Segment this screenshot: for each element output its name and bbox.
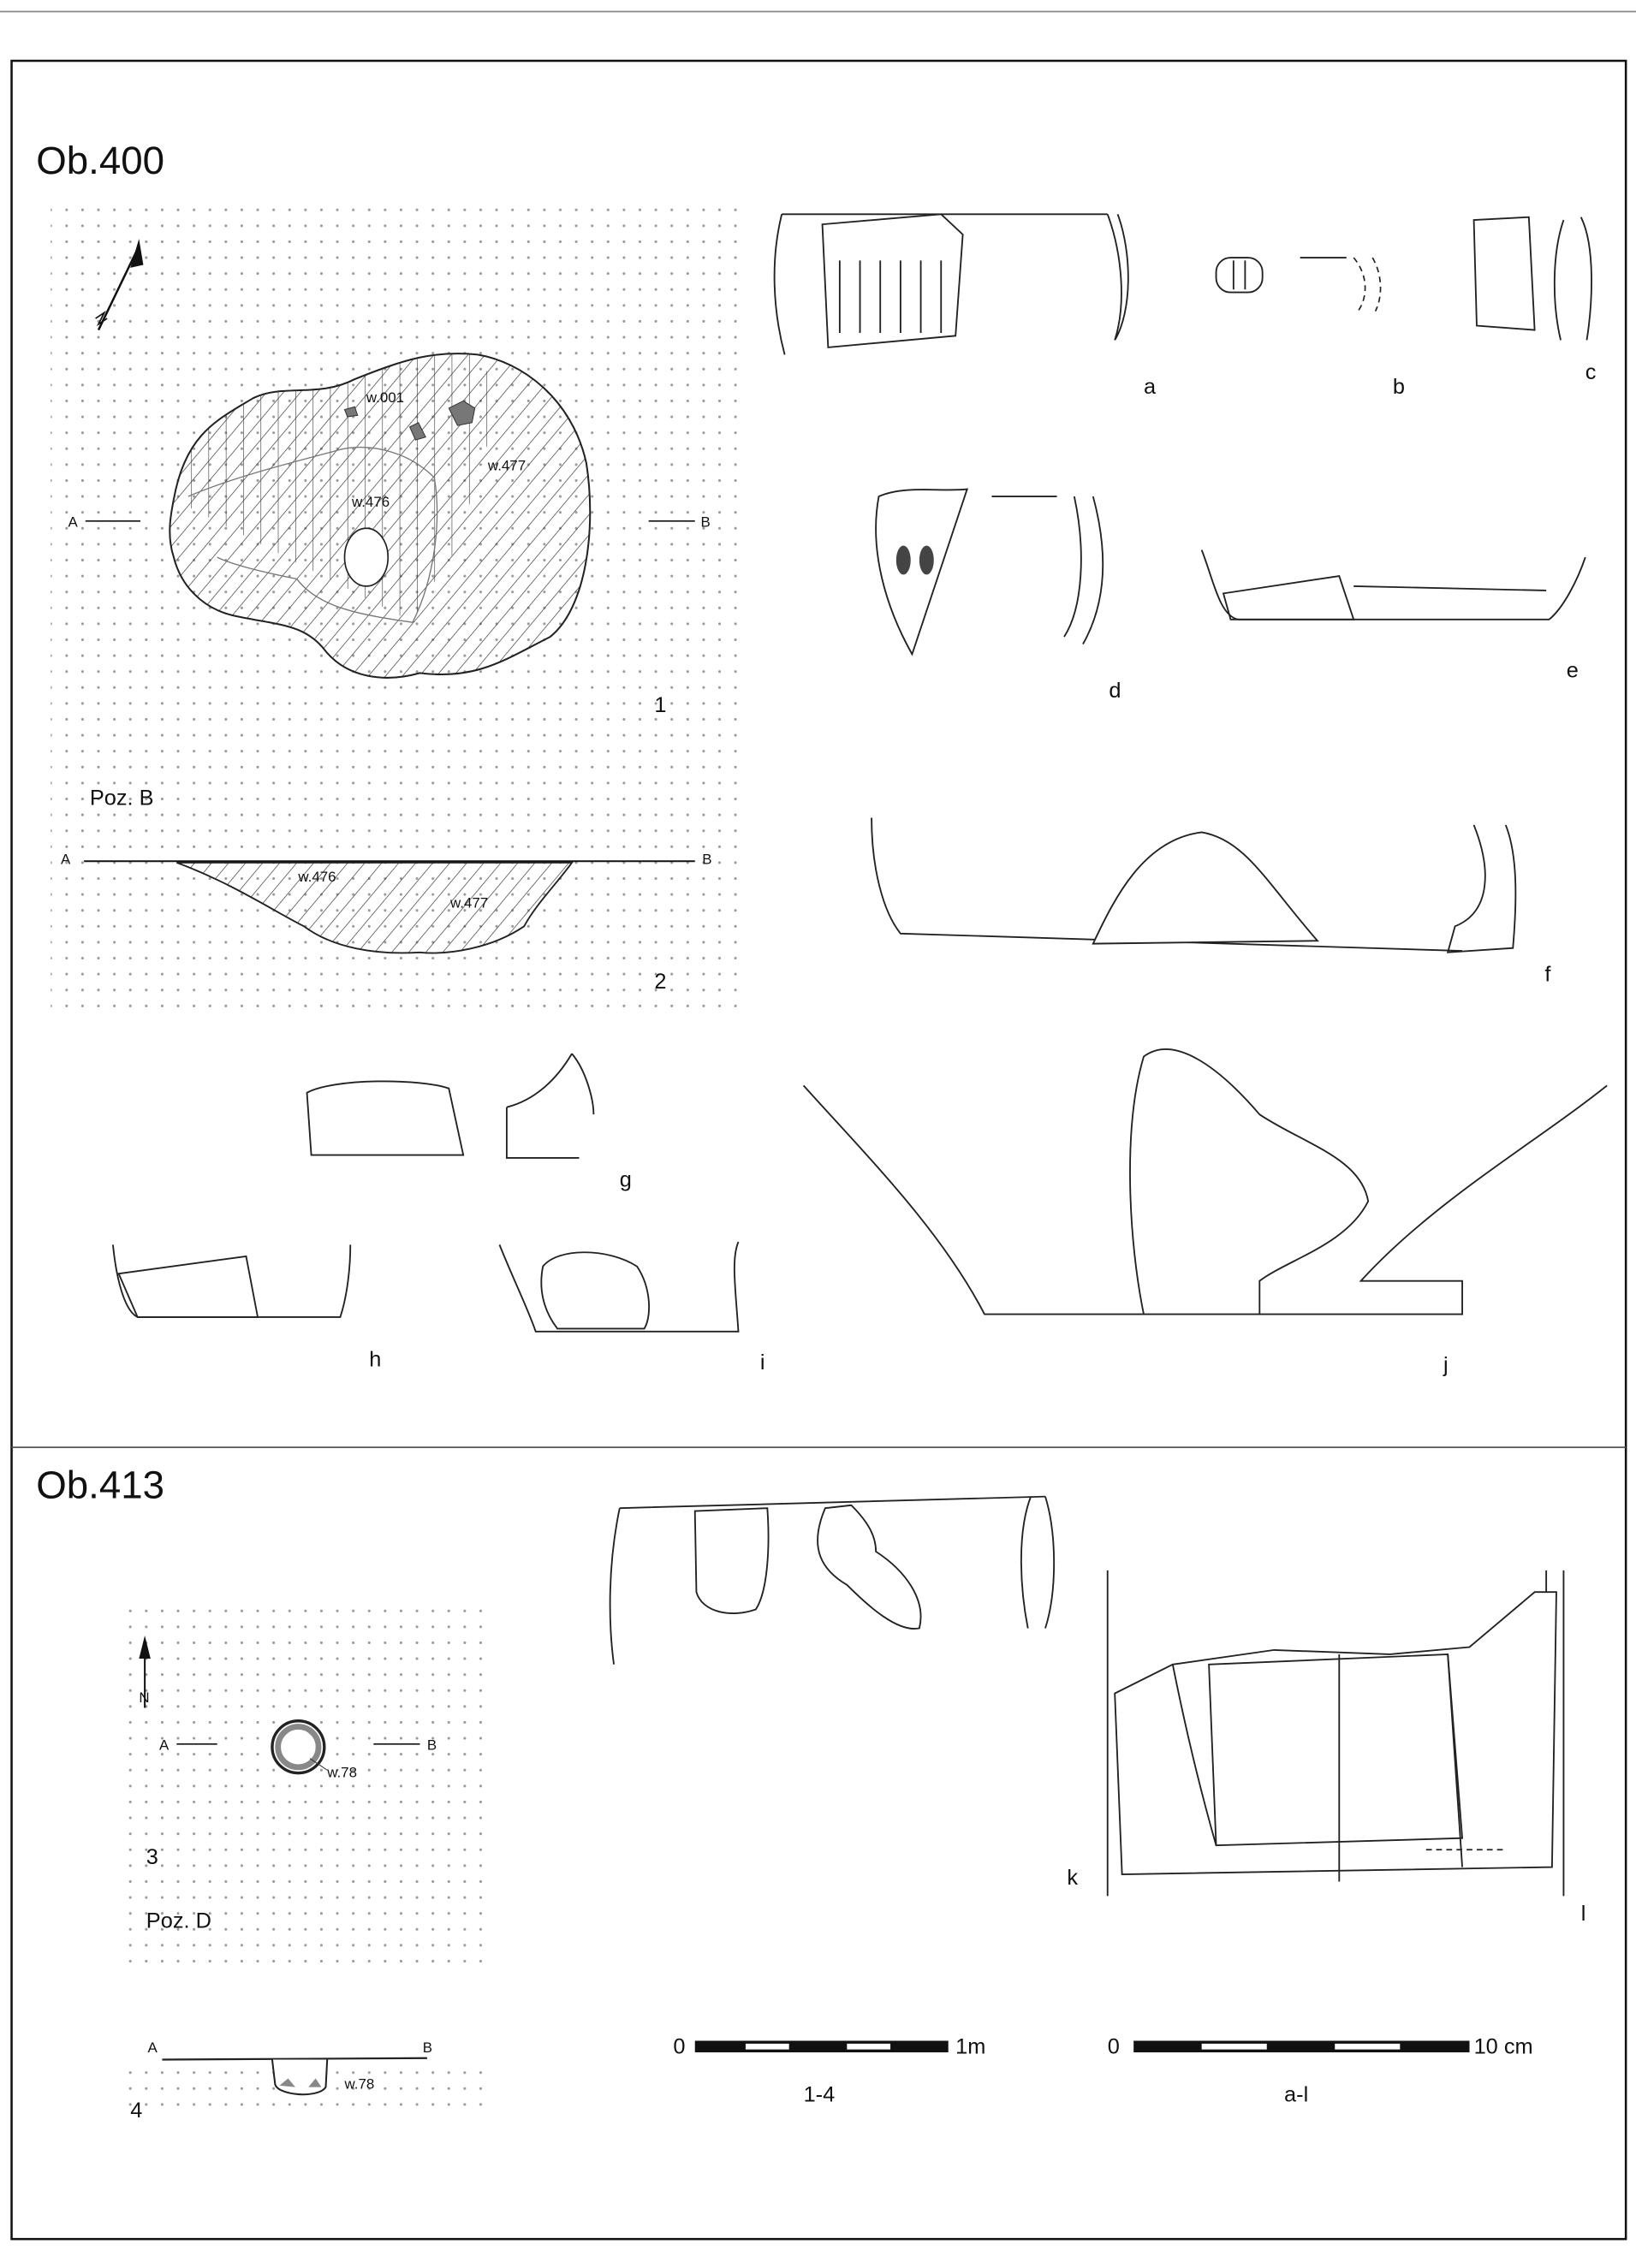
- find-j: [804, 1049, 1608, 1377]
- plan-3: [116, 1610, 489, 1964]
- layer-label: w.476: [351, 493, 390, 510]
- find-label: k: [1067, 1865, 1079, 1890]
- find-l: [1108, 1570, 1586, 1926]
- section-label-b: B: [426, 1737, 437, 1754]
- find-label: h: [369, 1347, 382, 1372]
- section-title: Ob.413: [36, 1463, 165, 1507]
- find-i: [499, 1242, 764, 1374]
- find-label: c: [1585, 360, 1597, 385]
- scale-start: 0: [1107, 2034, 1120, 2059]
- find-e: [1202, 550, 1585, 683]
- section-label-a: A: [159, 1737, 170, 1754]
- find-g: [307, 1054, 632, 1192]
- layer-label: w.78: [327, 1764, 357, 1781]
- section-label-a: A: [68, 514, 78, 531]
- stone: [345, 528, 389, 586]
- figure-number: 3: [146, 1845, 158, 1870]
- layer-label: w.001: [366, 389, 405, 407]
- find-c: [1474, 217, 1597, 384]
- find-label: j: [1443, 1353, 1449, 1378]
- figure-number: 2: [654, 970, 667, 994]
- position-label: Poz. B: [89, 786, 154, 810]
- find-h: [113, 1244, 381, 1371]
- section-label-b: B: [700, 514, 711, 531]
- scale-end: 10 cm: [1473, 2034, 1533, 2059]
- layer-label: w.477: [487, 457, 526, 474]
- profile-label-b: B: [702, 851, 712, 868]
- scale-caption: a-l: [1284, 2082, 1309, 2107]
- find-label: l: [1580, 1902, 1586, 1927]
- scale-bar-10cm: [1108, 2035, 1533, 2107]
- layer-label: w.477: [449, 894, 489, 911]
- find-label: a: [1144, 374, 1157, 399]
- scale-end: 1m: [955, 2034, 986, 2059]
- find-a: [775, 214, 1157, 399]
- find-k: [610, 1497, 1079, 1890]
- profile-4: [116, 2039, 489, 2123]
- find-d: [876, 490, 1121, 704]
- figure-number: 4: [130, 2099, 143, 2123]
- profile-label-a: A: [147, 2039, 158, 2057]
- position-label: Poz. D: [146, 1909, 211, 1933]
- find-label: e: [1566, 658, 1579, 683]
- find-f: [872, 817, 1551, 986]
- layer-label: w.476: [298, 868, 336, 885]
- figure-number: 1: [654, 693, 667, 718]
- find-label: b: [1392, 374, 1405, 399]
- scale-caption: 1-4: [803, 2082, 836, 2107]
- find-b: [1217, 258, 1405, 399]
- layer-label: w.78: [344, 2075, 375, 2093]
- scale-bar-1m: [673, 2035, 985, 2107]
- profile-label-a: A: [61, 851, 71, 868]
- find-label: g: [619, 1167, 632, 1192]
- profile-label-b: B: [422, 2039, 433, 2057]
- find-label: f: [1544, 962, 1551, 987]
- north-label: N: [139, 1689, 150, 1706]
- section-title: Ob.400: [36, 138, 165, 182]
- find-label: i: [759, 1350, 765, 1374]
- scale-start: 0: [673, 2034, 686, 2059]
- find-label: d: [1109, 679, 1121, 704]
